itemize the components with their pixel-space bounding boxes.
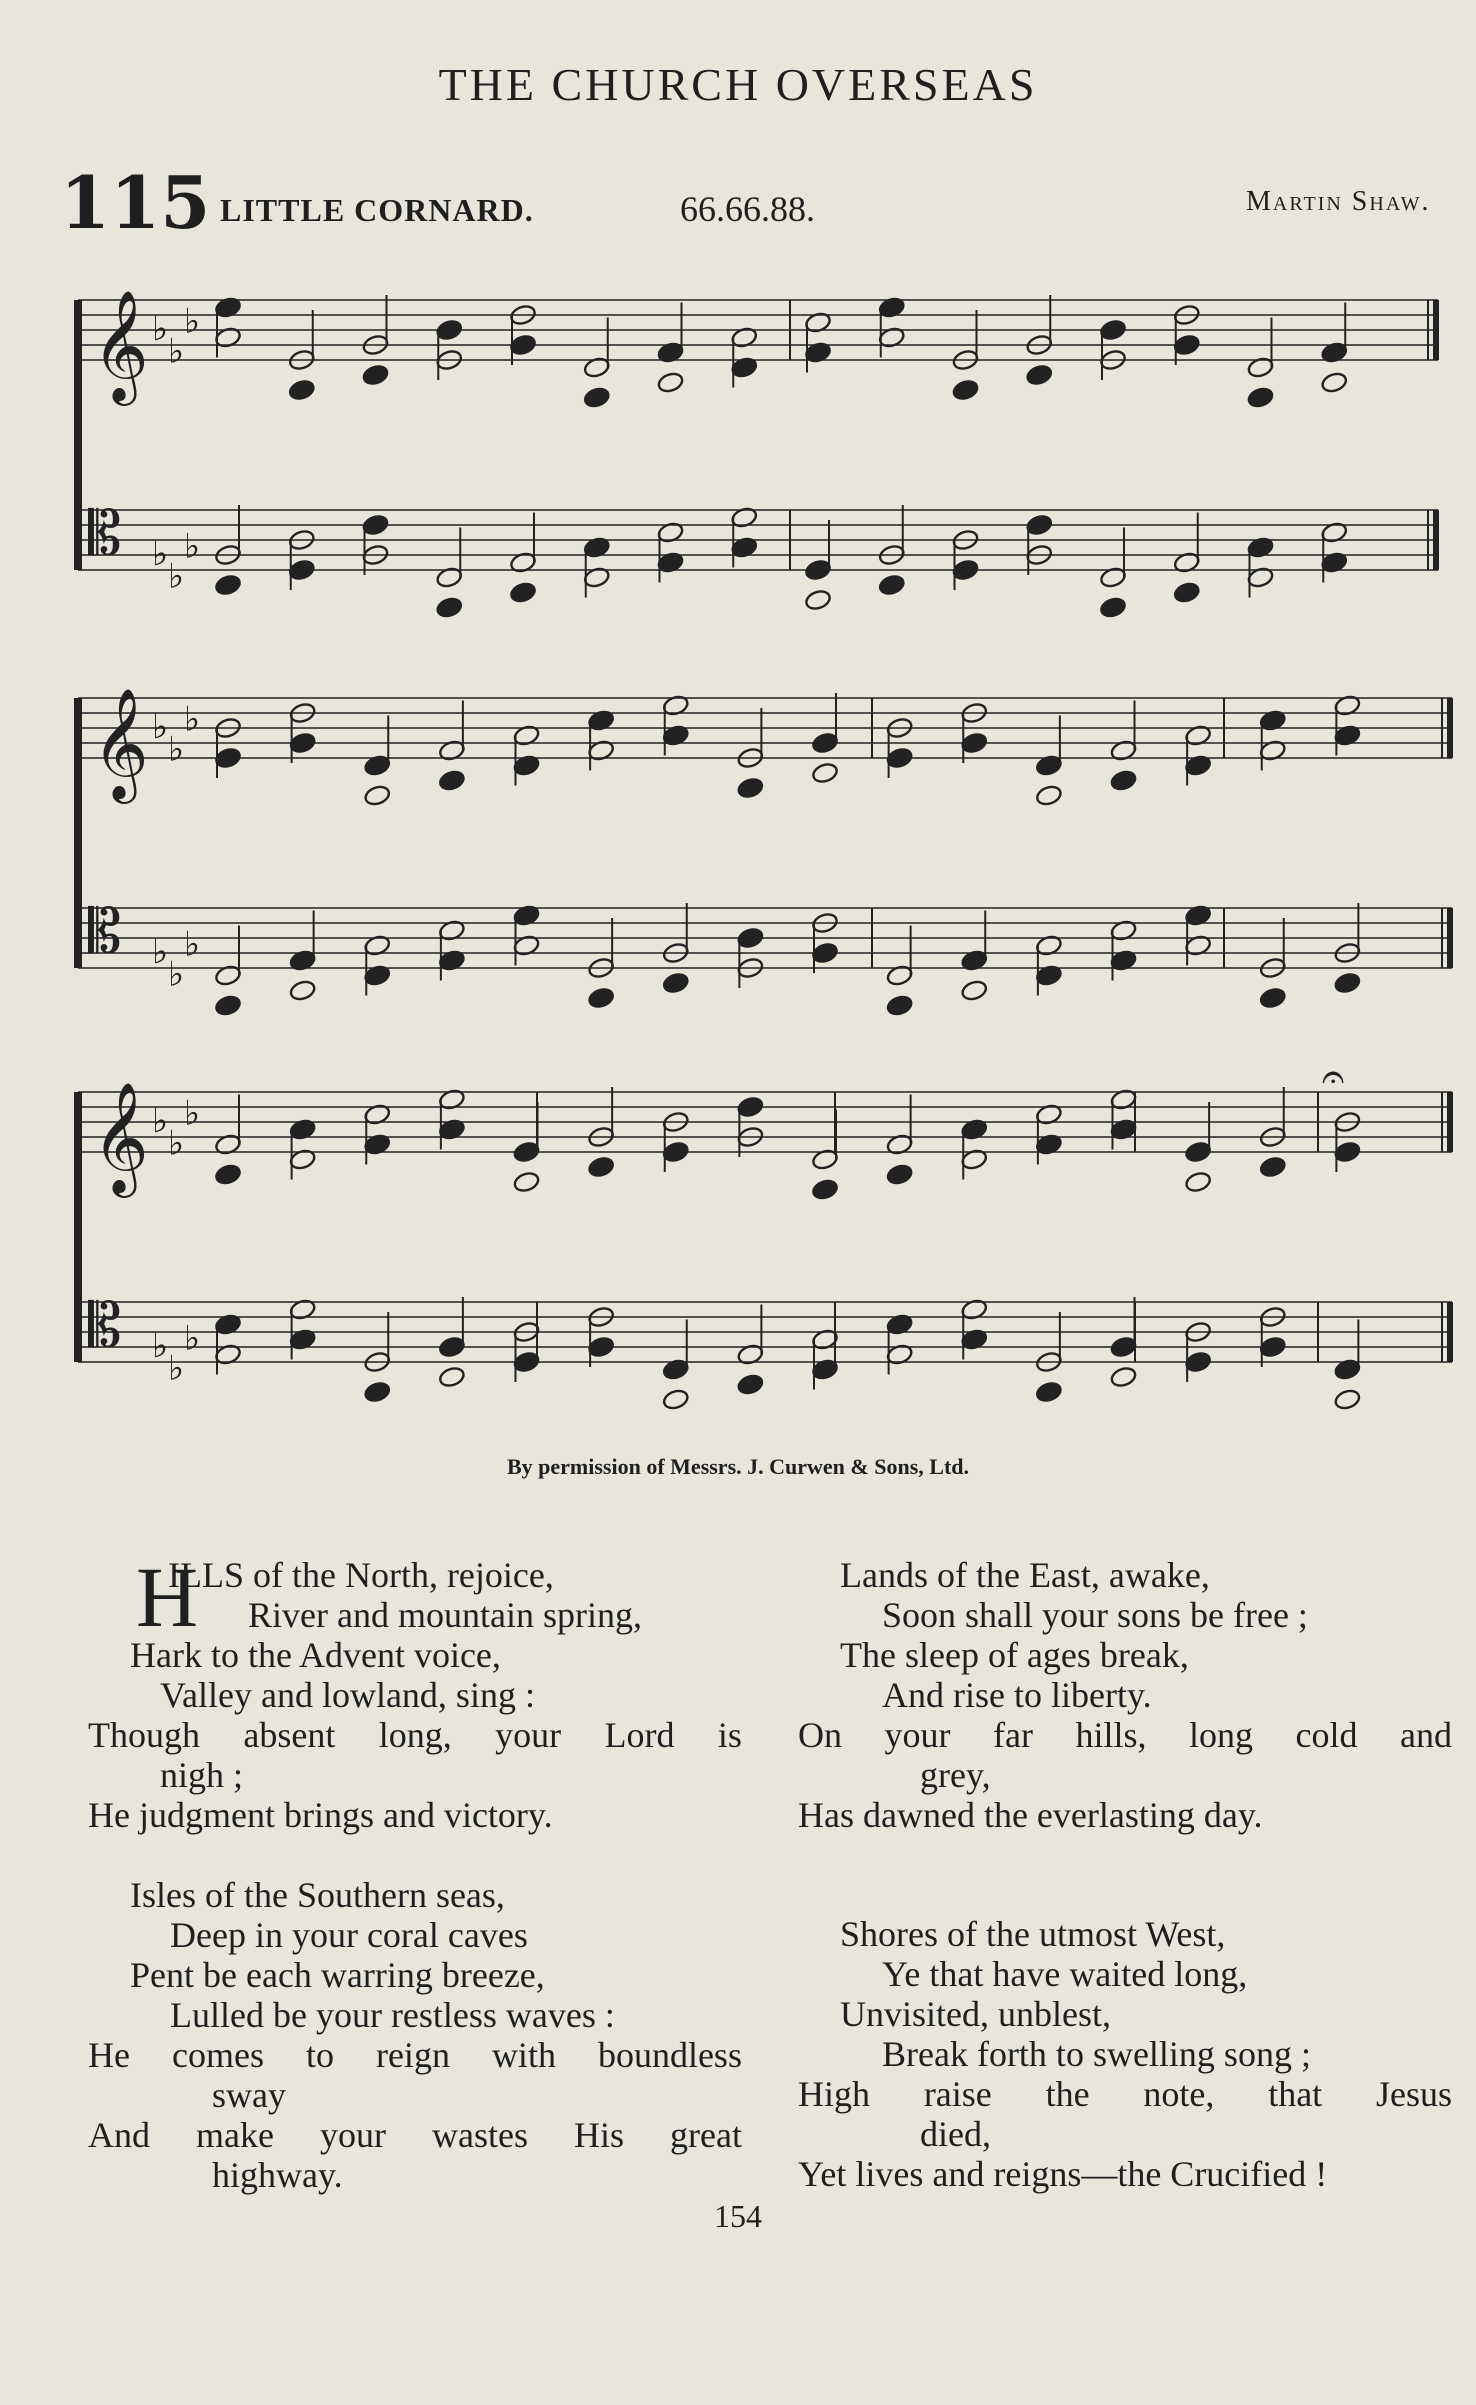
note-head [1259, 986, 1287, 1009]
note-head [960, 731, 988, 754]
flat-icon: ♭ [184, 1318, 201, 1359]
verse-line: Though absent long, your Lord is [88, 1715, 742, 1755]
tune-name: LITTLE CORNARD. [220, 192, 534, 228]
note-head [736, 1373, 764, 1396]
note-head [435, 318, 463, 341]
flat-icon: ♭ [152, 1326, 169, 1366]
page-number: 154 [714, 2198, 762, 2234]
note-head [1099, 318, 1127, 341]
flat-icon: ♭ [168, 331, 185, 372]
note-head [1184, 1350, 1212, 1373]
verse-line: On your far hills, long cold and [798, 1715, 1452, 1755]
verse-line: Pent be each warring breeze, [130, 1955, 545, 1995]
note-head [951, 558, 979, 581]
note-head [214, 746, 242, 769]
note-head [1025, 513, 1053, 536]
drop-cap: H [136, 1549, 199, 1645]
note-head [214, 1163, 242, 1186]
verse-line: And make your wastes His great [88, 2115, 742, 2155]
note-head [1333, 1388, 1361, 1411]
note-head [1109, 1335, 1137, 1358]
verse-line: The sleep of ages break, [840, 1635, 1189, 1675]
note-head [587, 1155, 615, 1178]
note-head [1025, 363, 1053, 386]
verse-2 [88, 1875, 742, 2195]
note-head [886, 1163, 914, 1186]
bass-clef-icon: 𝄡 [88, 499, 122, 569]
note-head [878, 573, 906, 596]
verse-line: Valley and lowland, sing : [160, 1675, 535, 1715]
note-head [509, 333, 537, 356]
page-header: THE CHURCH OVERSEAS [438, 59, 1038, 110]
note-head [811, 1178, 839, 1201]
note-head [583, 386, 611, 409]
bass-clef-icon: 𝄡 [88, 1291, 122, 1361]
bass-clef-icon: 𝄡 [88, 897, 122, 967]
verse-line: Yet lives and reigns—the Crucified ! [798, 2154, 1328, 2194]
note-head [289, 979, 317, 1002]
note-head [662, 971, 690, 994]
note-head [587, 986, 615, 1009]
note-head [1035, 784, 1063, 807]
verse-line: Deep in your coral caves [170, 1915, 528, 1955]
verse-line: sway [212, 2075, 286, 2115]
note-head [736, 1095, 764, 1118]
verse-4 [798, 1914, 1452, 2194]
note-head [438, 1365, 466, 1388]
verse-line: nigh ; [160, 1755, 244, 1795]
note-head [1320, 371, 1348, 394]
note-head [656, 371, 684, 394]
note-head [1173, 581, 1201, 604]
verse-line: He judgment brings and victory. [88, 1795, 553, 1835]
flat-icon: ♭ [184, 526, 201, 567]
note-head [951, 378, 979, 401]
flat-icon: ♭ [184, 1093, 201, 1134]
note-head [1333, 1140, 1361, 1163]
treble-clef-icon: 𝄞 [92, 1081, 149, 1193]
note-head [1184, 1140, 1212, 1163]
flat-icon: ♭ [152, 1101, 169, 1141]
flat-icon: ♭ [152, 534, 169, 574]
note-head [214, 573, 242, 596]
note-head [1259, 1335, 1287, 1358]
note-head [363, 784, 391, 807]
note-head [886, 994, 914, 1017]
flat-icon: ♭ [168, 1348, 185, 1389]
verse-line: grey, [920, 1755, 991, 1795]
flat-icon: ♭ [168, 729, 185, 770]
note-head [1173, 333, 1201, 356]
flat-icon: ♭ [152, 932, 169, 972]
composer: Martin Shaw. [1246, 186, 1431, 217]
note-head [288, 378, 316, 401]
verse-line: Shores of the utmost West, [840, 1914, 1226, 1954]
note-head [1109, 1365, 1137, 1388]
note-head [1184, 1170, 1212, 1193]
note-head [1259, 1155, 1287, 1178]
note-head [435, 596, 463, 619]
flat-icon: ♭ [168, 1123, 185, 1164]
note-head [1246, 386, 1274, 409]
verse-line: highway. [212, 2155, 343, 2195]
verse-line: River and mountain spring, [248, 1595, 642, 1635]
verse-line: Soon shall your sons be free ; [882, 1595, 1308, 1635]
flat-icon: ♭ [152, 707, 169, 747]
verse-line: Break forth to swelling song ; [882, 2034, 1311, 2074]
note-head [811, 761, 839, 784]
note-head [361, 363, 389, 386]
note-head [662, 1388, 690, 1411]
note-head [736, 926, 764, 949]
note-head [804, 588, 832, 611]
meter: 66.66.88. [680, 189, 815, 229]
note-head [1109, 769, 1137, 792]
note-head [1333, 971, 1361, 994]
treble-clef-icon: 𝄞 [92, 687, 149, 799]
note-head [289, 731, 317, 754]
note-head [886, 746, 914, 769]
note-head [736, 776, 764, 799]
verse-line: Ye that have waited long, [882, 1954, 1248, 1994]
verse-line: Hark to the Advent voice, [130, 1635, 501, 1675]
verse-line: Has dawned the everlasting day. [798, 1795, 1263, 1835]
note-head [512, 1170, 540, 1193]
note-head [438, 769, 466, 792]
verse-line: Lands of the East, awake, [840, 1555, 1210, 1595]
note-head [288, 558, 316, 581]
verse-line: died, [920, 2114, 991, 2154]
verse-line: Lulled be your restless waves : [170, 1995, 615, 2035]
flat-icon: ♭ [168, 954, 185, 995]
verse-3 [798, 1555, 1452, 1835]
permission-note: By permission of Messrs. J. Curwen & Sons, Ltd. [506, 1454, 970, 1479]
flat-icon: ♭ [168, 556, 185, 597]
note-head [509, 581, 537, 604]
fermata-icon: 𝄐 [1322, 1054, 1345, 1100]
flat-icon: ♭ [184, 924, 201, 965]
note-head [361, 513, 389, 536]
note-head [214, 994, 242, 1017]
note-head [662, 1140, 690, 1163]
verse-line: He comes to reign with boundless [88, 2035, 742, 2075]
verse-1 [88, 1549, 742, 1835]
flat-icon: ♭ [184, 301, 201, 342]
note-head [438, 1335, 466, 1358]
note-head [960, 979, 988, 1002]
hymn-number: 115 [60, 160, 211, 245]
treble-clef-icon: 𝄞 [92, 289, 149, 401]
note-head [1035, 1380, 1063, 1403]
note-head [363, 1380, 391, 1403]
note-head [804, 558, 832, 581]
verse-line: H ILLS of the North, rejoice, [136, 1549, 554, 1645]
note-head [587, 1335, 615, 1358]
note-head [811, 731, 839, 754]
verse-line: And rise to liberty. [882, 1675, 1152, 1715]
flat-icon: ♭ [152, 309, 169, 349]
note-head [811, 941, 839, 964]
verse-line: High raise the note, that Jesus [798, 2074, 1452, 2114]
verse-line: Isles of the Southern seas, [130, 1875, 505, 1915]
flat-icon: ♭ [184, 699, 201, 740]
note-head [1099, 596, 1127, 619]
verse-line: Unvisited, unblest, [840, 1994, 1111, 2034]
